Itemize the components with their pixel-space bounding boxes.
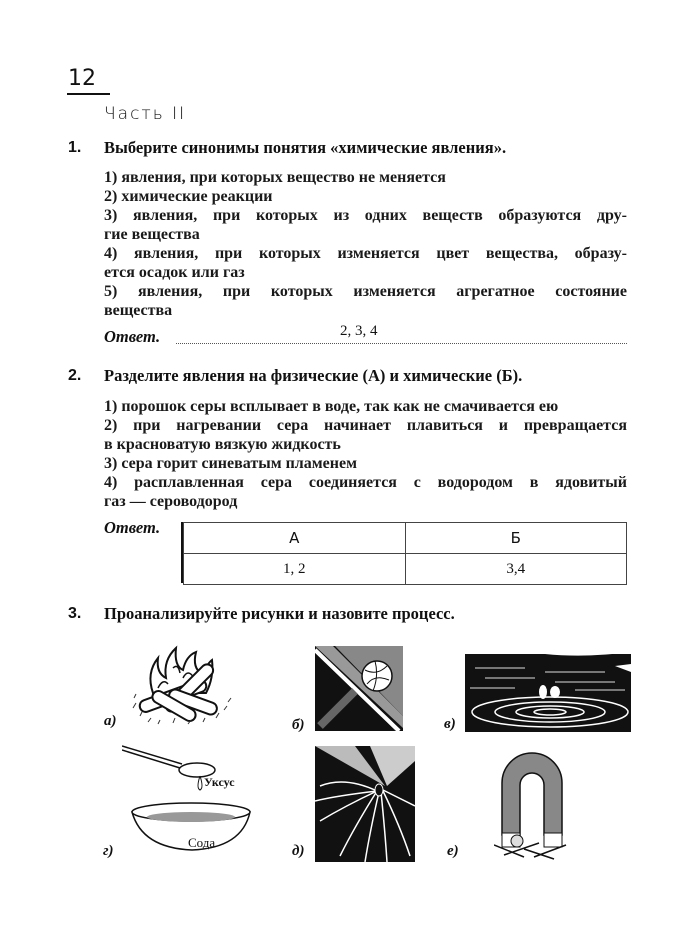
question-1-answer-label: Ответ. bbox=[104, 327, 161, 346]
figure-d-label: д) bbox=[292, 843, 305, 859]
question-2-options bbox=[104, 397, 627, 511]
option-1: 1) явления, при которых вещество не меняется bbox=[104, 169, 446, 186]
option-5-line2: вещества bbox=[104, 302, 173, 319]
page-number: 12 bbox=[68, 66, 96, 91]
header-b: Б bbox=[405, 523, 627, 554]
option-3-line2: гие вещества bbox=[104, 226, 200, 243]
option-2-line2: в красноватую вязкую жидкость bbox=[104, 436, 341, 453]
cell-a[interactable]: 1, 2 bbox=[184, 554, 406, 585]
answer-line bbox=[176, 343, 627, 344]
question-2-number: 2. bbox=[68, 367, 82, 384]
option-4-line2: ется осадок или газ bbox=[104, 264, 245, 281]
soda-label: Сода bbox=[188, 835, 216, 850]
campfire-illustration bbox=[128, 638, 238, 728]
figure-g-label: г) bbox=[103, 843, 114, 859]
magnet-illustration bbox=[494, 745, 570, 863]
question-1-number: 1. bbox=[68, 139, 82, 156]
figure-a-label: а) bbox=[104, 713, 117, 729]
page-number-underline bbox=[67, 93, 110, 95]
option-3-line1: 3) явления, при которых из одних веществ образуются дру- bbox=[104, 207, 627, 224]
header-a: А bbox=[184, 523, 406, 554]
option-2: 2) химические реакции bbox=[104, 188, 273, 205]
option-5-line1: 5) явления, при которых изменяется агрегатное состояние bbox=[104, 283, 627, 300]
option-1: 1) порошок серы всплывает в воде, так как не смачивается ею bbox=[104, 398, 559, 415]
section-title: Часть II bbox=[104, 104, 187, 124]
question-2-prompt: Разделите явления на физические (А) и химические (Б). bbox=[104, 366, 523, 385]
question-3-number: 3. bbox=[68, 605, 82, 622]
vinegar-label: Уксус bbox=[204, 775, 235, 789]
ball-on-slope-illustration bbox=[315, 646, 403, 731]
table-header-row bbox=[184, 523, 627, 554]
option-3: 3) сера горит синеватым пламенем bbox=[104, 455, 357, 472]
option-2-line1: 2) при нагревании сера начинает плавиться и превращается bbox=[104, 417, 627, 434]
water-ripples-illustration bbox=[465, 646, 631, 732]
option-4-line1: 4) явления, при которых изменяется цвет вещества, образу- bbox=[104, 245, 627, 262]
option-4-line1: 4) расплавленная сера соединяется с водородом в ядовитый bbox=[104, 474, 627, 491]
cell-b[interactable]: 3,4 bbox=[405, 554, 627, 585]
figure-b-label: б) bbox=[292, 717, 305, 733]
option-4-line2: газ — сероводород bbox=[104, 493, 238, 510]
answer-table bbox=[183, 522, 627, 585]
sparks-illustration bbox=[315, 746, 415, 862]
question-2-answer-label: Ответ. bbox=[104, 518, 161, 537]
figure-e-label: е) bbox=[447, 843, 459, 859]
question-1-prompt: Выберите синонимы понятия «химические явления». bbox=[104, 138, 507, 157]
table-row bbox=[184, 554, 627, 585]
figure-v-label: в) bbox=[444, 716, 456, 732]
question-1-options bbox=[104, 168, 627, 320]
question-3-prompt: Проанализируйте рисунки и назовите процесс. bbox=[104, 604, 455, 623]
question-1-answer-value[interactable]: 2, 3, 4 bbox=[340, 323, 378, 339]
